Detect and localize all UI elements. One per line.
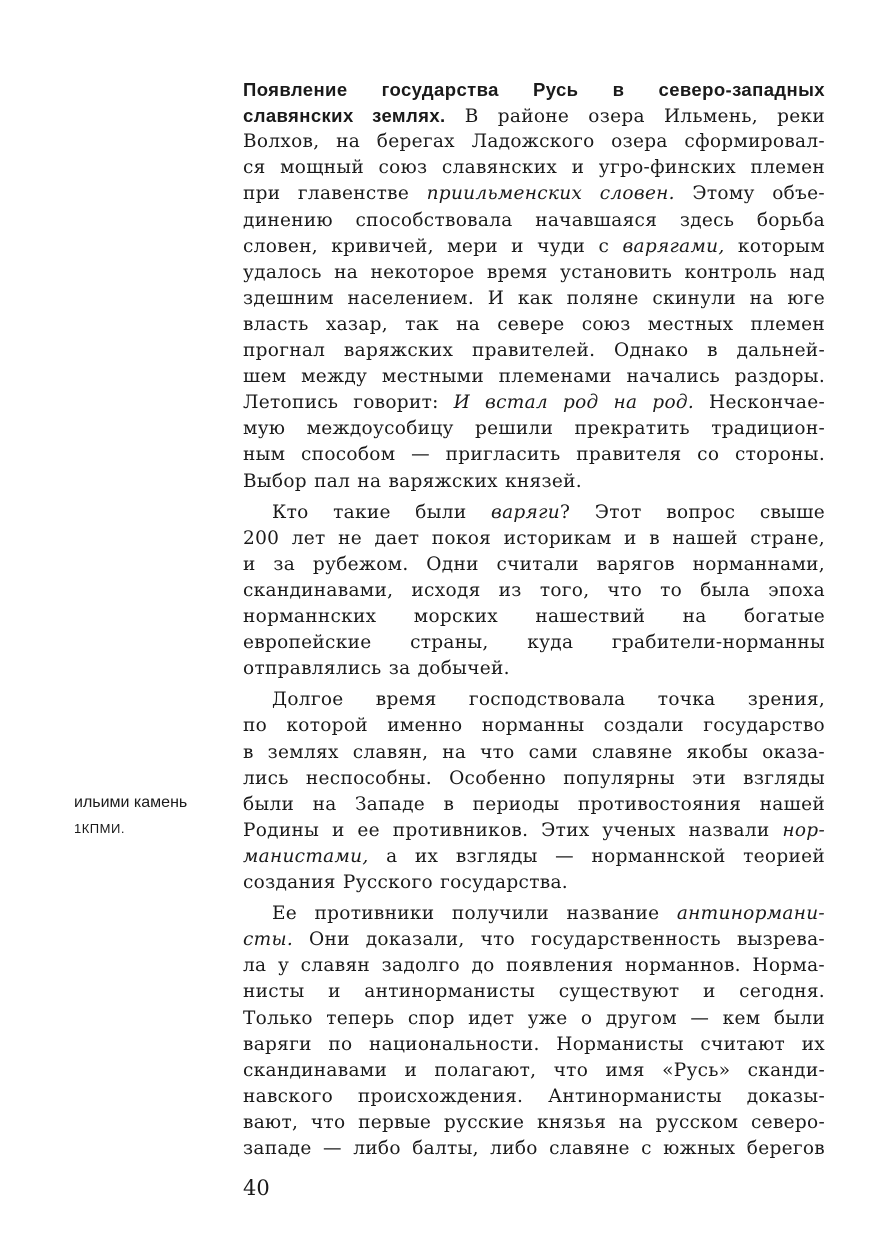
- italic-text: сты.: [243, 929, 294, 951]
- text-run: создания Русского государства.: [243, 872, 568, 893]
- text-line: [243, 656, 825, 682]
- text-run: а их взгляды — норманнской теорией: [368, 845, 825, 867]
- text-run: мую междоусобицу решили прекратить традицион-: [243, 418, 825, 440]
- margin-note-line-2: 1КПМИ.: [74, 821, 125, 836]
- text-line: [243, 181, 825, 207]
- text-line: [243, 364, 825, 390]
- text-line: [243, 979, 825, 1005]
- text-run: словен, кривичей, мери и чуди с: [243, 235, 623, 257]
- text-run: В районе озера Ильмень, реки: [445, 106, 825, 128]
- text-run: Летопись говорит:: [243, 392, 454, 414]
- text-line: [243, 901, 825, 927]
- text-line: [243, 870, 825, 896]
- bold-heading-text: Появление государства Русь в северо-западных: [243, 79, 825, 100]
- italic-text: варягами,: [622, 235, 725, 257]
- text-run: европейские страны, куда грабители-норманны: [243, 632, 825, 654]
- text-line: [243, 844, 825, 870]
- text-run: 200 лет не дает покоя историкам и в нашей стране,: [243, 527, 825, 549]
- text-line: [243, 312, 825, 338]
- text-line: [243, 630, 825, 656]
- text-line: [243, 155, 825, 181]
- text-run: скандинавами, исходя из того, что то была эпоха: [243, 579, 825, 601]
- text-run: вают, что первые русские князья на русском северо-: [243, 1111, 825, 1133]
- text-run: Кто такие были: [272, 501, 492, 523]
- text-line: [243, 390, 825, 416]
- text-run: здешним населением. И как поляне скинули на юге: [243, 287, 825, 309]
- margin-note: [74, 790, 234, 842]
- italic-text: варяги: [491, 501, 560, 523]
- margin-note-line-1: ильими камень: [74, 794, 188, 811]
- text-line: [243, 526, 825, 552]
- text-line: [243, 103, 825, 129]
- italic-text: нор-: [782, 819, 825, 841]
- text-line: [243, 260, 825, 286]
- text-run: и за рубежом. Одни считали варягов норманнами,: [243, 553, 825, 575]
- text-line: [243, 1058, 825, 1084]
- page-number: 40: [243, 1176, 270, 1200]
- text-line: [243, 1032, 825, 1058]
- text-line: [243, 1084, 825, 1110]
- bold-heading-text: славянских землях.: [243, 105, 446, 127]
- text-line: [243, 766, 825, 792]
- text-line: [243, 500, 825, 526]
- text-line: [243, 208, 825, 234]
- text-run: отправлялись за добычей.: [243, 658, 510, 680]
- text-line: [243, 740, 825, 766]
- text-line: [243, 604, 825, 630]
- text-run: лись неспособны. Особенно популярны эти взгляды: [243, 767, 825, 789]
- text-run: Долгое время господствовала точка зрения,: [272, 689, 825, 711]
- text-line: [243, 1110, 825, 1136]
- italic-text: И встал род на род.: [453, 392, 695, 414]
- text-run: при главенстве: [243, 183, 427, 205]
- text-run: Только теперь спор идет уже о другом — кем были: [243, 1007, 825, 1029]
- italic-text: антинормани-: [676, 903, 825, 925]
- text-run: норманнских морских нашествий на богатые: [243, 606, 825, 627]
- text-run: нисты и антинорманисты существуют и сегодня.: [243, 981, 825, 1003]
- text-run: навского происхождения. Антинорманисты доказы-: [243, 1085, 825, 1107]
- text-line: [243, 234, 825, 260]
- italic-text: манистами,: [243, 845, 369, 867]
- text-run: власть хазар, так на севере союз местных племен: [243, 313, 825, 335]
- text-run: Этому объе-: [674, 183, 825, 205]
- text-run: удалось на некоторое время установить контроль над: [243, 261, 825, 283]
- text-run: были на Западе в периоды противостояния нашей: [243, 793, 825, 815]
- text-line: [243, 338, 825, 364]
- text-line: [243, 442, 825, 468]
- text-run: ным способом — пригласить правителя со стороны.: [243, 444, 825, 466]
- text-line: [243, 953, 825, 979]
- text-run: западе — либо балты, либо славяне с южных берегов: [243, 1138, 825, 1159]
- text-run: Волхов, на берегах Ладожского озера сформировал-: [243, 131, 825, 153]
- text-run: Они доказали, что государственность вызрева-: [293, 929, 825, 951]
- text-line: [243, 578, 825, 604]
- text-run: ? Этот вопрос свыше: [559, 501, 825, 523]
- text-line: [243, 469, 825, 495]
- text-line: [243, 77, 825, 103]
- text-line: [243, 1136, 825, 1162]
- text-line: [243, 1006, 825, 1032]
- text-run: Нескончае-: [694, 392, 825, 414]
- text-line: [243, 713, 825, 739]
- text-run: прогнал варяжских правителей. Однако в дальней-: [243, 340, 825, 361]
- text-run: по которой именно норманны создали государство: [243, 715, 825, 737]
- text-run: шем между местными племенами начались раздоры.: [243, 366, 825, 388]
- text-run: Ее противники получили название: [272, 903, 677, 925]
- text-line: [243, 286, 825, 312]
- text-run: ла у славян задолго до появления норманнов. Норма-: [243, 955, 825, 977]
- text-run: ся мощный союз славянских и угро-финских племен: [243, 157, 825, 179]
- text-run: динению способствовала начавшаяся здесь борьба: [243, 209, 825, 231]
- text-line: [243, 792, 825, 818]
- text-line: [243, 818, 825, 844]
- text-run: скандинавами и полагают, что имя «Русь» сканди-: [243, 1059, 825, 1081]
- italic-text: приильменских словен.: [426, 183, 675, 205]
- text-line: [243, 552, 825, 578]
- text-line: [243, 416, 825, 442]
- text-line: [243, 129, 825, 155]
- text-run: которым: [724, 235, 825, 257]
- text-run: Выбор пал на варяжских князей.: [243, 470, 582, 492]
- text-run: варяги по национальности. Норманисты считают их: [243, 1033, 825, 1055]
- text-line: [243, 927, 825, 953]
- text-line: [243, 687, 825, 713]
- text-run: в землях славян, на что сами славяне якобы оказа-: [243, 741, 825, 763]
- text-run: Родины и ее противников. Этих ученых назвали: [243, 819, 783, 841]
